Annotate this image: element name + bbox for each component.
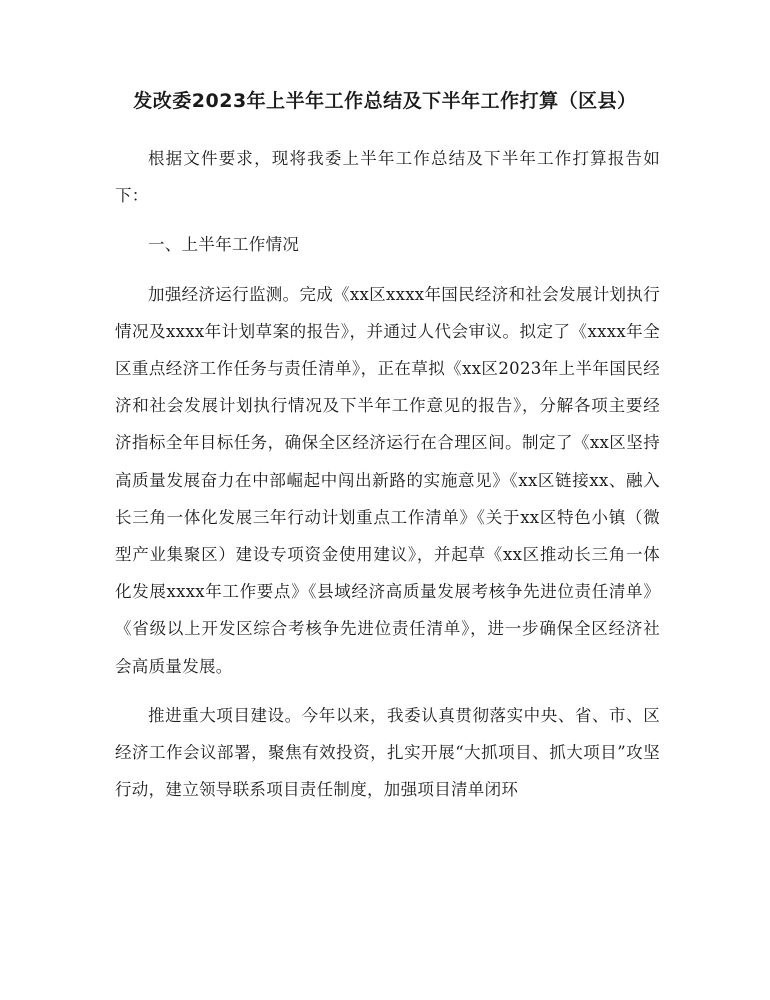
document-title: 发改委2023年上半年工作总结及下半年工作打算（区县） [133, 90, 637, 112]
intro-paragraph: 根据文件要求，现将我委上半年工作总结及下半年工作打算报告如下： [115, 149, 660, 206]
section-heading: 一、上半年工作情况 [148, 235, 300, 255]
document-body [115, 140, 660, 820]
major-projects-paragraph: 推进重大项目建设。今年以来，我委认真贯彻落实中央、省、市、区经济工作会议部署，聚焦有效投资，扎实开展“大抓项目、抓大项目”攻坚行动，建立领导联系项目责任制度，加强项目清单闭环 [115, 705, 660, 800]
economic-monitoring-paragraph: 加强经济运行监测。完成《xx区xxxx年国民经济和社会发展计划执行情况及xxxx年计划草案的报告》，并通过人代会审议。拟定了《xxxx年全区重点经济工作任务与责任清单》，正在草拟《xx区2023年上半年国民经济和社会发展计划执行情况及下半年工作意见的报告》，分解各项主要经济指标全年目标任务，确保全区经济运行在合理区间。制定了《xx区坚持高质量发展奋力在中部崛起中闯出新路的实施意见》《xx区链接xx、融入长三角一体化发展三年行动计划重点工作清单》《关于xx区特色小镇（微型产业集聚区）建设专项资金使用建议》，并起草《xx区推动长三角一体化发展xxxx年工作要点》《县域经济高质量发展考核争先进位责任清单》《省级以上开发区综合考核争先进位责任清单》，进一步确保全区经济社会高质量发展。 [115, 284, 660, 676]
